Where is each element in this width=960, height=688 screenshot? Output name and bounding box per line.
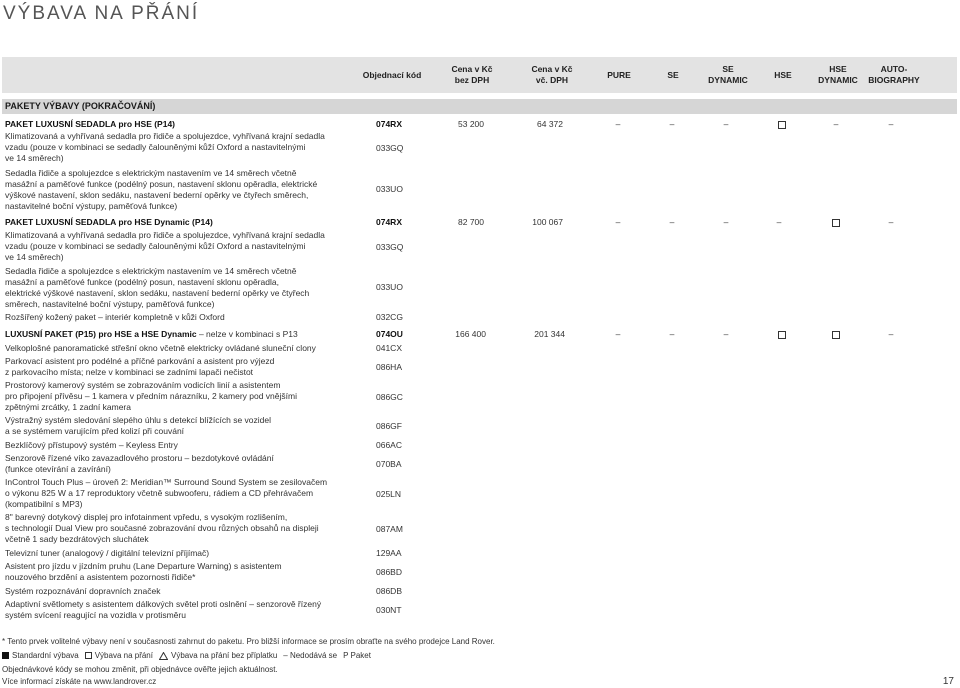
row-1-autobiography: –	[888, 119, 894, 129]
row-18-code: 086BD	[376, 567, 402, 577]
row-17-desc: Televizní tuner (analogový / digitální televizní příjímač)	[5, 548, 210, 558]
order-code-note: Objednávkové kódy se mohou změnit, při objednávce ověřte jejich aktuálnost.	[2, 665, 278, 674]
row-3-desc: Sedadla řidiče a spolujezdce s elektrickým nastavením ve 14 směrech včetně masážní a paměťové funkce (podélný posun, nastavení sklonu opěradla, elektrické výškové nastavení, sklon sedáku, nastavení bederní opěrky ve čtyřech směrech, nastavitelné boční výstupy, paměťová funkce)	[5, 168, 318, 212]
legend	[2, 651, 371, 660]
row-8-code: 074OU	[376, 329, 403, 339]
row-17-code: 129AA	[376, 548, 402, 558]
row-1-pure: –	[615, 119, 621, 129]
row-20-desc: Adaptivní světlomety s asistentem dálkových světel proti oslnění – senzorově řízený systém svícení reagující na vozidla v protisměru	[5, 599, 322, 621]
header-price-inc-vat: Cena v Kč vč. DPH	[531, 64, 573, 85]
row-12-desc: Výstražný systém sledování slepého úhlu s detekcí blížících se vozidel a se systémem varujícím před kolizí při couvání	[5, 415, 271, 437]
row-1-se: –	[669, 119, 675, 129]
row-8-se: –	[669, 329, 675, 339]
header-se-dynamic: SE DYNAMIC	[708, 64, 748, 85]
row-4-pure: –	[615, 217, 621, 227]
row-8-pure: –	[615, 329, 621, 339]
row-8-autobiography: –	[888, 329, 894, 339]
row-2-code: 033GQ	[376, 143, 404, 153]
legend-not-available: – Nedodává se	[283, 651, 338, 660]
row-10-code: 086HA	[376, 362, 402, 372]
row-4-se: –	[669, 217, 675, 227]
row-19-code: 086DB	[376, 586, 402, 596]
row-20-code: 030NT	[376, 605, 402, 615]
row-2-desc: Klimatizovaná a vyhřívaná sedadla pro řidiče a spolujezdce, vyhřívaná krajní sedadla vzadu (pouze v kombinaci se sedadly čalouněnými kůží Oxford a nastavitelnými ve 14 směrech)	[5, 131, 325, 164]
row-5-code: 033GQ	[376, 242, 404, 252]
row-4-price-inc: 100 067	[532, 217, 563, 227]
triangle-icon	[159, 652, 168, 660]
row-1-se-dynamic: –	[723, 119, 729, 129]
legend-pack: P Paket	[343, 651, 371, 660]
row-1-hse-optional-icon	[778, 121, 786, 129]
row-10-desc: Parkovací asistent pro podélné a příčné parkování a asistent pro výjezd z parkovacího místa; nelze v kombinaci se zadními lapači nečistot	[5, 356, 275, 378]
row-16-code: 087AM	[376, 524, 403, 534]
header-hse: HSE	[774, 69, 792, 80]
row-11-code: 086GC	[376, 392, 403, 402]
website-note: Více informací získáte na www.landrover.cz	[2, 677, 157, 686]
row-4-se-dynamic: –	[723, 217, 729, 227]
row-14-code: 070BA	[376, 459, 402, 469]
row-7-desc: Rozšířený kožený paket – interiér kompletně v kůži Oxford	[5, 312, 225, 322]
row-4-desc: PAKET LUXUSNÍ SEDADLA pro HSE Dynamic (P14)	[5, 217, 213, 227]
header-se: SE	[667, 69, 679, 80]
table-header	[2, 57, 957, 93]
row-1-code: 074RX	[376, 119, 402, 129]
header-autobiography: AUTO- BIOGRAPHY	[868, 64, 920, 85]
row-4-code: 074RX	[376, 217, 402, 227]
row-8-price-ex: 166 400	[455, 329, 486, 339]
page-number: 17	[942, 676, 954, 687]
section-header	[2, 99, 957, 114]
row-4-hse-dynamic-optional-icon	[832, 219, 840, 227]
row-8-price-inc: 201 344	[534, 329, 565, 339]
row-13-desc: Bezklíčový přístupový systém – Keyless Entry	[5, 440, 178, 450]
row-15-code: 025LN	[376, 489, 402, 499]
page-title: VÝBAVA NA PŘÁNÍ	[3, 3, 200, 24]
legend-free-optional: Výbava na přání bez příplatku	[170, 651, 278, 660]
row-19-desc: Systém rozpoznávání dopravních značek	[5, 586, 161, 596]
row-1-hse-dynamic: –	[833, 119, 839, 129]
row-1-price-ex: 53 200	[458, 119, 484, 129]
row-4-hse: –	[776, 217, 782, 227]
row-4-price-ex: 82 700	[458, 217, 484, 227]
optional-square-icon	[85, 652, 92, 659]
legend-optional: Výbava na přání	[94, 651, 153, 660]
row-8-hse-dynamic-optional-icon	[832, 331, 840, 339]
row-13-code: 066AC	[376, 440, 402, 450]
header-order-code: Objednací kód	[362, 69, 422, 80]
row-14-desc: Senzorově řízené víko zavazadlového prostoru – bezdotykové ovládání (funkce otevírání a zavírání)	[5, 453, 274, 475]
row-9-desc: Velkoplošné panoramatické střešní okno včetně elektricky ovládané sluneční clony	[5, 343, 316, 353]
row-8-hse-optional-icon	[778, 331, 786, 339]
row-8-desc-rest: – nelze v kombinaci s P13	[196, 329, 298, 339]
row-15-desc: InControl Touch Plus – úroveň 2: Meridian™ Surround Sound System se zesilovačem o výkonu 825 W a 17 reproduktory včetně subwooferu, rádiem a CD přehrávačem (kompatibilní s MP3)	[5, 477, 328, 510]
row-9-code: 041CX	[376, 343, 402, 353]
row-6-code: 033UO	[376, 282, 403, 292]
header-hse-dynamic: HSE DYNAMIC	[818, 64, 858, 85]
row-16-desc: 8" barevný dotykový displej pro infotainment vpředu, s vysokým rozlišením, s technologií Dual View pro současné zobrazování dvou různých obsahů na displeji včetně 1 sady bezdrátových sluchátek	[5, 512, 319, 545]
row-18-desc: Asistent pro jízdu v jízdním pruhu (Lane Departure Warning) s asistentem nouzového brzdění a asistentem pozornosti řidiče*	[5, 561, 282, 583]
row-4-autobiography: –	[888, 217, 894, 227]
row-3-code: 033UO	[376, 184, 403, 194]
header-price-ex-vat: Cena v Kč bez DPH	[451, 64, 493, 85]
row-7-code: 032CG	[376, 312, 403, 322]
row-8-se-dynamic: –	[723, 329, 729, 339]
row-1-desc: PAKET LUXUSNÍ SEDADLA pro HSE (P14)	[5, 119, 176, 129]
legend-standard: Standardní výbava	[12, 651, 79, 660]
header-pure: PURE	[607, 69, 631, 80]
standard-square-icon	[2, 652, 9, 659]
row-8-desc-bold: LUXUSNÍ PAKET (P15) pro HSE a HSE Dynamic	[5, 329, 197, 339]
row-5-desc: Klimatizovaná a vyhřívaná sedadla pro řidiče a spolujezdce, vyhřívaná krajní sedadla vzadu (pouze v kombinaci se sedadly čalouněnými kůží Oxford a nastavitelnými ve 14 směrech)	[5, 230, 325, 263]
row-1-price-inc: 64 372	[537, 119, 563, 129]
section-title: PAKETY VÝBAVY (POKRAČOVÁNÍ)	[5, 101, 156, 111]
footnote: * Tento prvek volitelné výbavy není v současnosti zahrnut do paketu. Pro bližší informace se prosím obraťte na svého prodejce Land Rover.	[2, 637, 495, 646]
row-6-desc: Sedadla řidiče a spolujezdce s elektrickým nastavením ve 14 směrech včetně masážní a paměťové funkce (podélný posun, nastavení sklonu opěradla, elektrické výškové nastavení, sklon sedáku, nastavení bederní opěrky ve čtyřech směrech, nastavitelné boční výstupy, paměťová funkce)	[5, 266, 310, 310]
row-8-desc	[5, 329, 298, 340]
row-11-desc: Prostorový kamerový systém se zobrazováním vodicích linií a asistentem pro připojení přívěsu – 1 kamera v předním nárazníku, 2 kamery pod vnějšími zpětnými zrcátky, 1 zadní kamera	[5, 380, 297, 413]
row-12-code: 086GF	[376, 421, 402, 431]
